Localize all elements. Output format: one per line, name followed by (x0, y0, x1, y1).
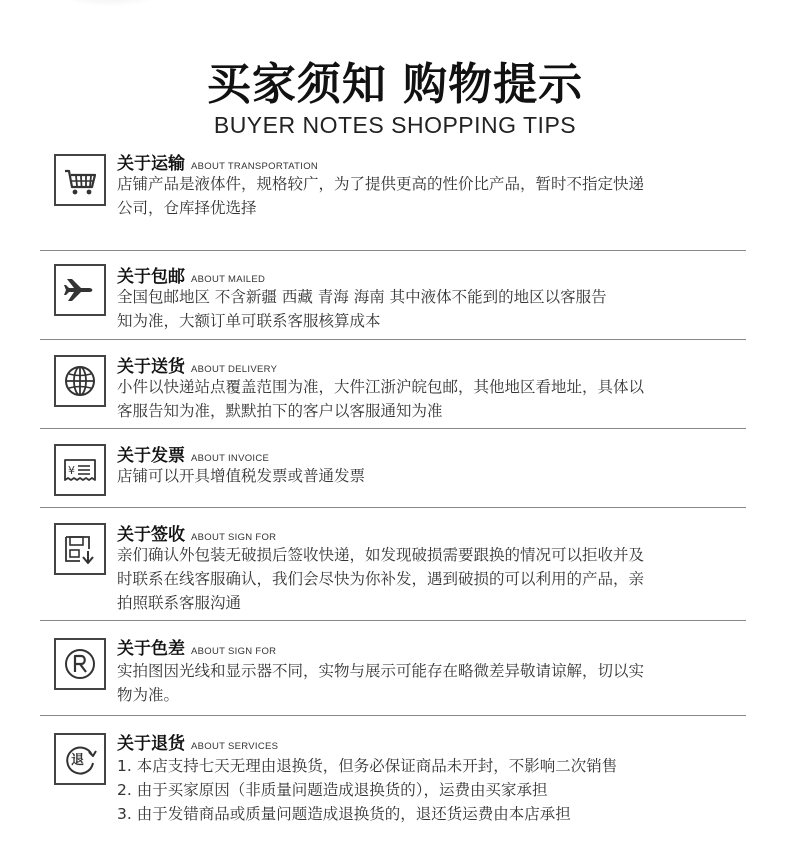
section-title: 关于运输 (117, 154, 185, 174)
invoice-icon-box (54, 444, 106, 496)
section-title: 关于发票 (117, 446, 185, 466)
mailed-icon-box (54, 264, 106, 316)
section-subtitle: ABOUT SIGN FOR (191, 646, 277, 657)
section-text-line: 客服告知为准，默默拍下的客户以客服通知为准 (117, 402, 443, 420)
sign-for-icon (56, 525, 104, 573)
section-title: 关于色差 (117, 639, 185, 659)
section-heading-invoice (117, 441, 269, 466)
section-text-line: 物为准。 (117, 686, 180, 704)
section-text-line: 1. 本店支持七天无理由退换货，但务必保证商品未开封，不影响二次销售 (117, 757, 618, 775)
section-heading-mailed (117, 262, 265, 287)
section-text-line: 实拍图因光线和显示器不同，实物与展示可能存在略微差异敬请谅解，切以实 (117, 662, 645, 680)
section-text-line: 店铺可以开具增值税发票或普通发票 (117, 467, 366, 485)
section-body-mailed (117, 285, 742, 333)
section-text-line: 3. 由于发错商品或质量问题造成退换货的，退还货运费由本店承担 (117, 805, 571, 823)
color-difference-icon-box (54, 638, 106, 690)
section-text-line: 2. 由于买家原因（非质量问题造成退换货的），运费由买家承担 (117, 781, 548, 799)
section-subtitle: ABOUT DELIVERY (191, 364, 278, 375)
divider (40, 250, 746, 251)
section-body-sign-for (117, 543, 742, 615)
registered-icon (56, 640, 104, 688)
section-body-transport (117, 172, 742, 220)
section-text-line: 拍照联系客服沟通 (117, 594, 242, 612)
globe-icon (56, 357, 104, 405)
divider (40, 339, 746, 340)
delivery-icon-box (54, 355, 106, 407)
section-title: 关于送货 (117, 357, 185, 377)
return-icon-box (54, 733, 106, 785)
svg-text:¥: ¥ (68, 464, 75, 477)
section-body-delivery (117, 375, 742, 423)
divider (40, 620, 746, 621)
divider (40, 507, 746, 508)
decorative-shadow (55, 0, 165, 6)
sign-for-icon-box (54, 523, 106, 575)
section-heading-transport (117, 149, 318, 174)
section-text-line: 全国包邮地区 不含新疆 西藏 青海 海南 其中液体不能到的地区以客服告 (117, 288, 607, 306)
page-subtitle: BUYER NOTES SHOPPING TIPS (213, 112, 577, 138)
section-text-line: 亲们确认外包装无破损后签收快递，如发现破损需要跟换的情况可以拒收并及 (117, 546, 645, 564)
section-text-line: 知为准，大额订单可联系客服核算成本 (117, 312, 381, 330)
section-text-line: 时联系在线客服确认，我们会尽快为你补发，遇到破损的可以利用的产品，亲 (117, 570, 645, 588)
section-heading-sign-for (117, 520, 276, 545)
svg-text:退: 退 (71, 753, 85, 768)
section-text-line: 公司，仓库择优选择 (117, 199, 257, 217)
section-title: 关于退货 (117, 734, 185, 754)
section-subtitle: ABOUT INVOICE (191, 453, 270, 464)
section-heading-returns (117, 729, 278, 754)
section-text-line: 店铺产品是液体件，规格较广，为了提供更高的性价比产品，暂时不指定快递 (117, 175, 645, 193)
section-title: 关于签收 (117, 525, 185, 545)
divider (40, 715, 746, 716)
invoice-icon (56, 446, 104, 494)
section-heading-delivery (117, 352, 277, 377)
section-subtitle: ABOUT SIGN FOR (191, 532, 277, 543)
section-heading-color-difference (117, 634, 276, 659)
section-text-line: 小件以快递站点覆盖范围为准，大件江浙沪皖包邮，其他地区看地址，具体以 (117, 378, 645, 396)
section-title: 关于包邮 (117, 267, 185, 287)
return-icon (56, 735, 104, 783)
section-body-invoice (117, 464, 742, 488)
section-subtitle: ABOUT SERVICES (191, 741, 279, 752)
transport-icon-box (54, 154, 106, 206)
section-body-color-difference (117, 659, 742, 707)
page-title: 买家须知 购物提示 (206, 59, 584, 110)
airplane-icon (56, 266, 104, 314)
section-subtitle: ABOUT MAILED (191, 274, 266, 285)
section-subtitle: ABOUT TRANSPORTATION (191, 161, 319, 172)
section-body-returns (117, 754, 742, 826)
divider (40, 428, 746, 429)
shopping-cart-icon (56, 156, 104, 204)
